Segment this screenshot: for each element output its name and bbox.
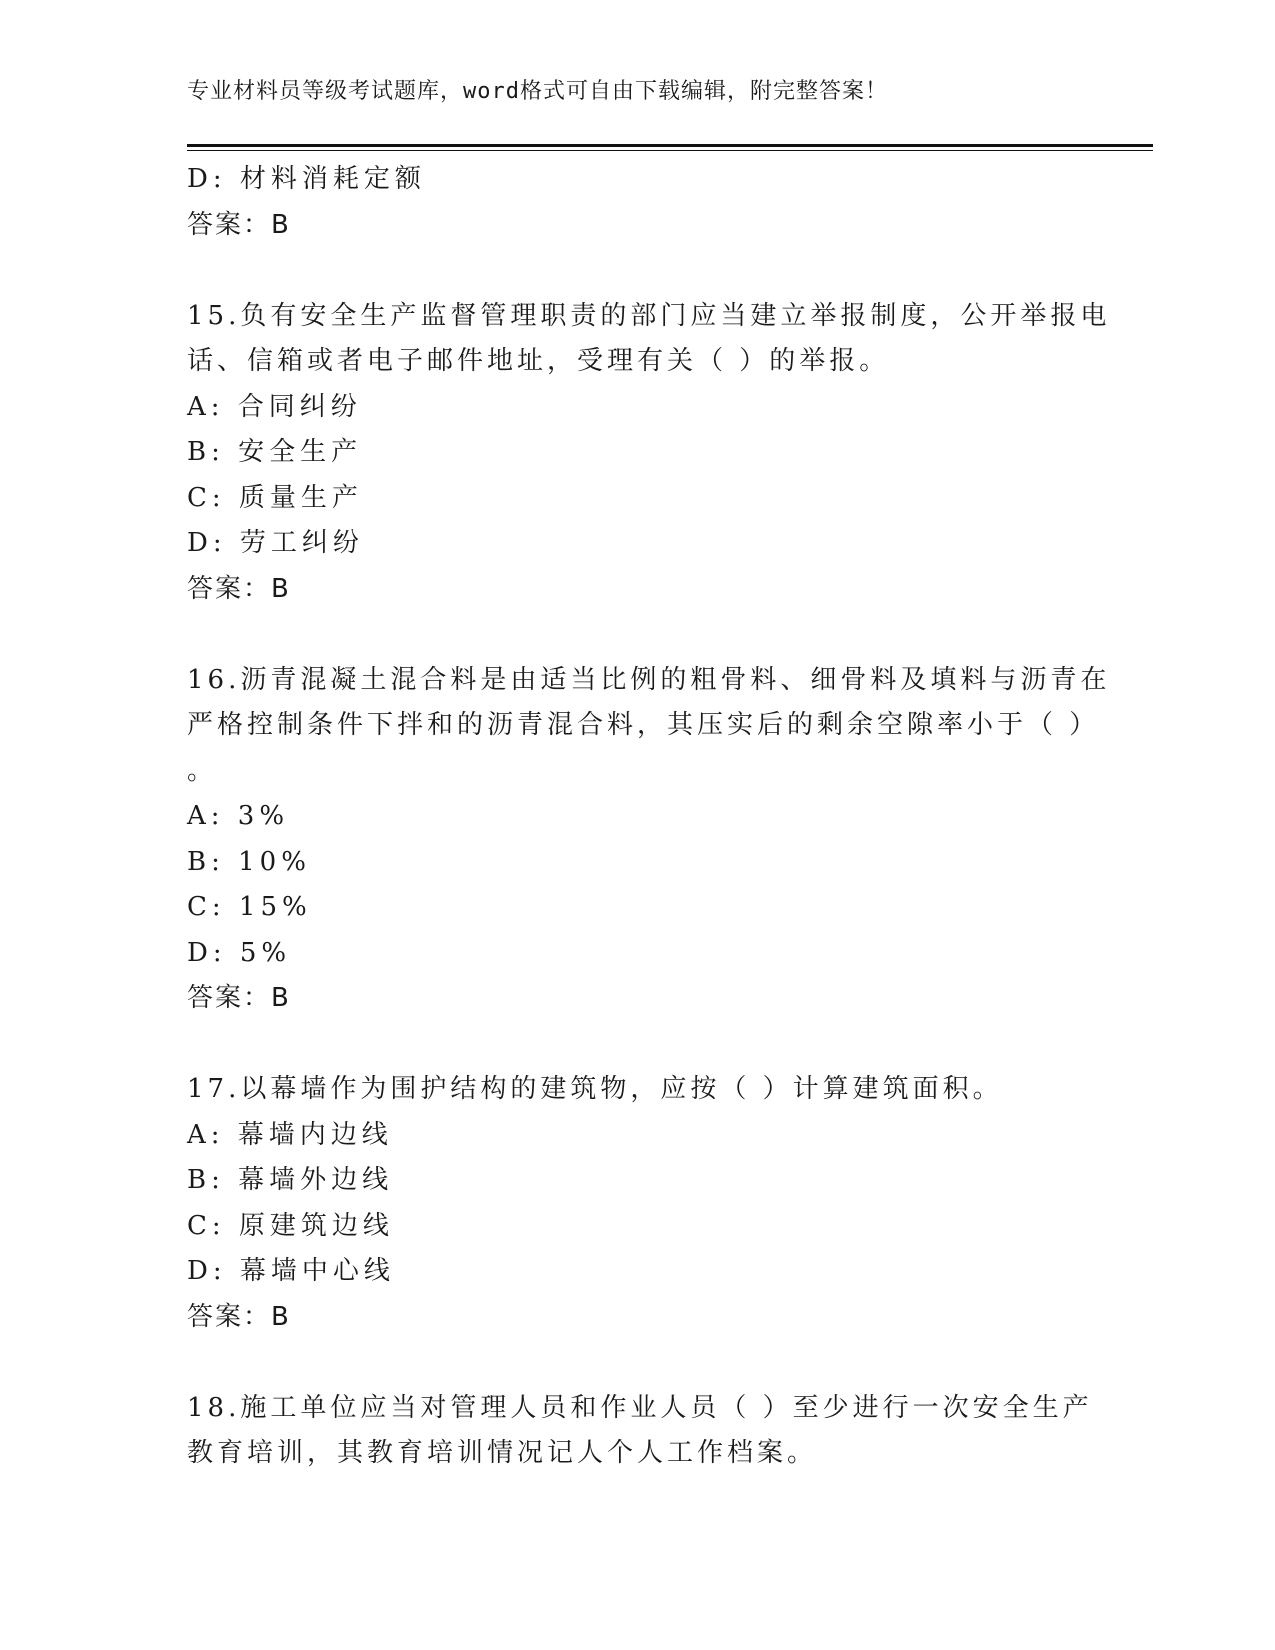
question-15 xyxy=(187,294,1111,613)
question-text-line: 话、信箱或者电子邮件地址，受理有关（ ）的举报。 xyxy=(187,346,890,376)
question-17 xyxy=(187,1067,1087,1340)
option-d: D: 5% xyxy=(187,937,292,968)
option-c: C: 质量生产 xyxy=(187,482,363,513)
question-text-line: 严格控制条件下拌和的沥青混合料，其压实后的剩余空隙率小于（ ） xyxy=(187,710,1100,740)
option-a: A: 3% xyxy=(187,801,290,831)
question-18 xyxy=(187,1386,1093,1477)
option-a: A: 合同纠纷 xyxy=(187,391,362,422)
question-14-tail xyxy=(187,157,1087,248)
answer: 答案：B xyxy=(187,209,291,240)
option-b: B: 幕墙外边线 xyxy=(187,1165,394,1195)
question-text-line: 17.以幕墙作为围护结构的建筑物，应按（ ）计算建筑面积。 xyxy=(187,1074,1003,1104)
option-b: B: 10% xyxy=(187,846,311,877)
question-text-line: 。 xyxy=(187,755,218,786)
answer: 答案：B xyxy=(187,983,291,1013)
option-d: D: 材料消耗定额 xyxy=(187,164,426,194)
option-c: C: 原建筑边线 xyxy=(187,1210,394,1241)
option-c: C: 15% xyxy=(187,892,312,922)
question-16 xyxy=(187,658,1111,1022)
header-rule-thick xyxy=(187,144,1153,147)
question-text-line: 教育培训，其教育培训情况记人个人工作档案。 xyxy=(187,1438,818,1468)
header-rule-thin xyxy=(187,150,1153,151)
answer: 答案：B xyxy=(187,573,291,604)
page-header: 专业材料员等级考试题库，word格式可自由下载编辑，附完整答案！ xyxy=(187,79,888,104)
option-d: D: 幕墙中心线 xyxy=(187,1256,395,1286)
question-text-line: 15.负有安全生产监督管理职责的部门应当建立举报制度，公开举报电 xyxy=(187,300,1111,331)
answer: 答案：B xyxy=(187,1301,291,1332)
question-text-line: 18.施工单位应当对管理人员和作业人员（ ）至少进行一次安全生产 xyxy=(187,1392,1093,1423)
question-text-line: 16.沥青混凝土混合料是由适当比例的粗骨料、细骨料及填料与沥青在 xyxy=(187,664,1111,695)
option-a: A: 幕墙内边线 xyxy=(187,1119,393,1150)
document-body xyxy=(187,157,1111,1477)
option-d: D: 劳工纠纷 xyxy=(187,528,364,558)
option-b: B: 安全生产 xyxy=(187,437,363,467)
